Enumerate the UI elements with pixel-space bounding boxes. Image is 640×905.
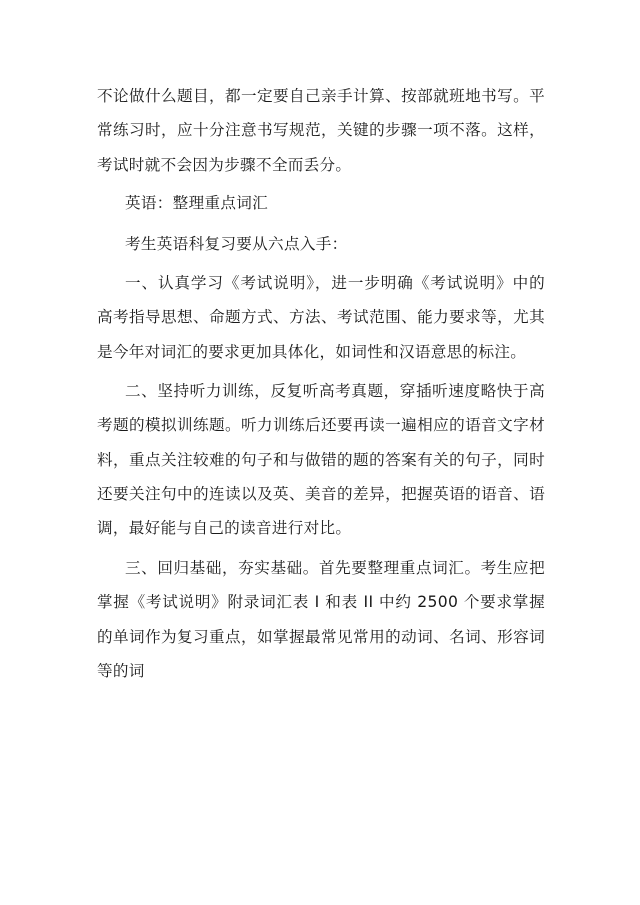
paragraph-point-one: 一、认真学习《考试说明》，进一步明确《考试说明》中的高考指导思想、命题方式、方法、考试范围、能力要求等，尤其是今年对词汇的要求更加具体化，如词性和汉语意思的标注。 xyxy=(97,274,545,361)
paragraph-math-writing: 不论做什么题目，都一定要自己亲手计算、按部就班地书写。平常练习时，应十分注意书写规范，关键的步骤一项不落。这样，考试时就不会因为步骤不全而丢分。 xyxy=(97,87,545,174)
paragraph-english-intro: 考生英语科复习要从六点入手： xyxy=(125,235,348,253)
paragraph-point-two: 二、坚持听力训练，反复听高考真题，穿插听速度略快于高考题的模拟训练题。听力训练后还要再读一遍相应的语音文字材料，重点关注较难的句子和与做错的题的答案有关的句子，同时还要关注句中的连读以及英、美音的差异，把握英语的语音、语调，最好能与自己的读音进行对比。 xyxy=(97,382,545,538)
section-heading-english: 英语：整理重点词汇 xyxy=(125,194,269,212)
paragraph-point-three: 三、回归基础，夯实基础。首先要整理重点词汇。考生应把掌握《考试说明》附录词汇表 I 和表 II 中约 2500 个要求掌握的单词作为复习重点，如掌握最常见常用的动词、名词、形容词等的词 xyxy=(97,559,545,680)
